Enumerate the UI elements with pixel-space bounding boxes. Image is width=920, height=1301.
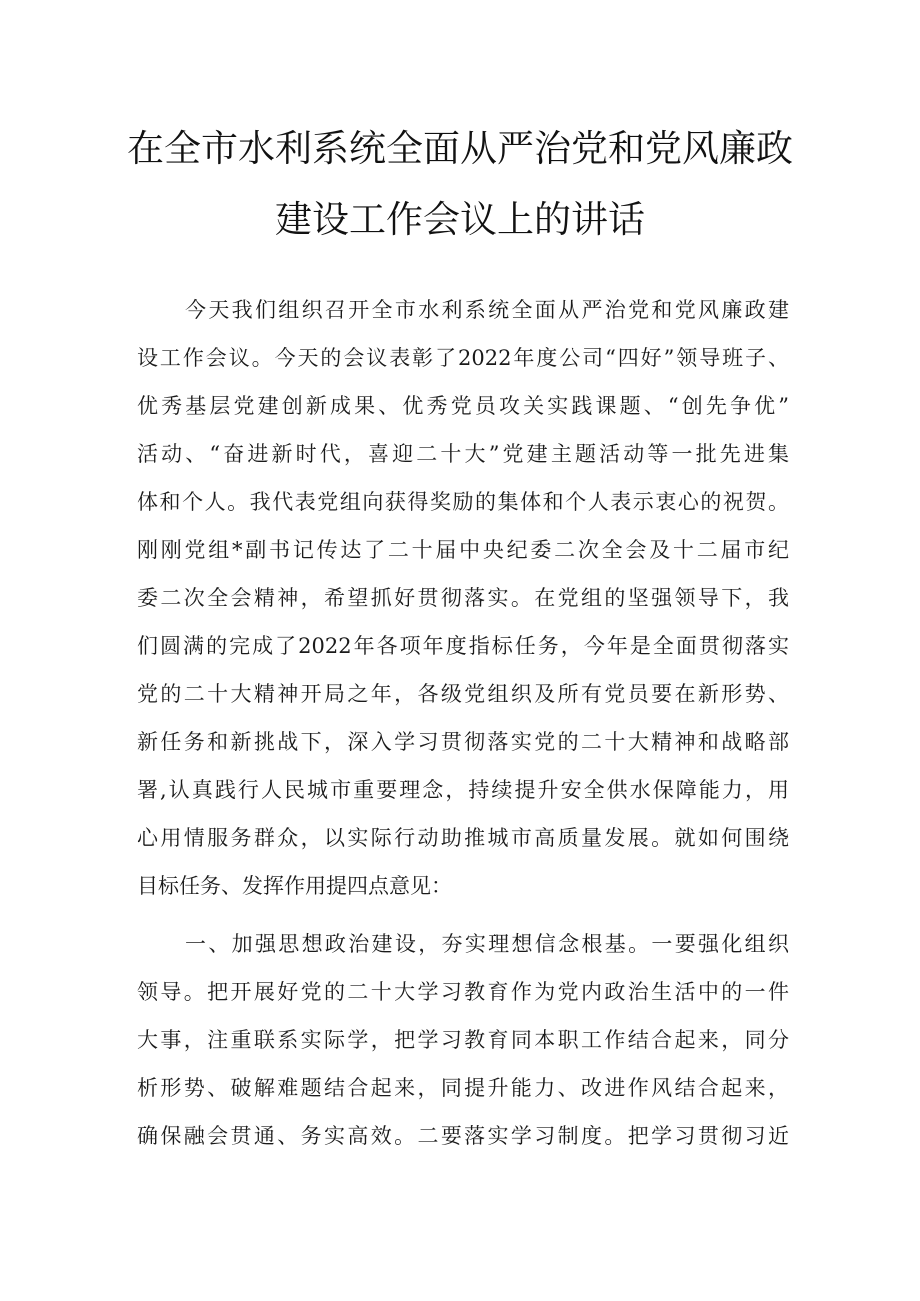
paragraph-line: 确保融会贯通、务实高效。二要落实学习制度。把学习贯彻习近 [137,1124,789,1148]
paragraph-line: 活动、“奋进新时代，喜迎二十大”党建主题活动等一批先进集 [137,442,789,466]
paragraph-line: 大事，注重联系实际学，把学习教育同本职工作结合起来，同分 [137,1028,789,1052]
paragraph-line: 刚刚党组*副书记传达了二十届中央纪委二次全会及十二届市纪 [137,538,789,562]
document-title-line-1: 在全市水利系统全面从严治党和党风廉政 [127,127,793,170]
paragraph-line: 领导。把开展好党的二十大学习教育作为党内政治生活中的一件 [137,980,789,1004]
paragraph-line: 今天我们组织召开全市水利系统全面从严治党和党风廉政建 [185,298,789,322]
paragraph-line: 优秀基层党建创新成果、优秀党员攻关实践课题、“创先争优” [137,394,789,418]
paragraph-line: 析形势、破解难题结合起来，同提升能力、改进作风结合起来， [137,1076,789,1100]
paragraph-line: 党的二十大精神开局之年，各级党组织及所有党员要在新形势、 [137,682,789,706]
paragraph-line: 设工作会议。今天的会议表彰了2022年度公司“四好”领导班子、 [137,346,789,370]
paragraph-line: 心用情服务群众，以实际行动助推城市高质量发展。就如何围绕 [137,826,789,850]
paragraph-line: 委二次全会精神，希望抓好贯彻落实。在党组的坚强领导下，我 [137,586,789,610]
paragraph-line: 们圆满的完成了2022年各项年度指标任务，今年是全面贯彻落实 [137,634,789,658]
paragraph-line: 署,认真践行人民城市重要理念，持续提升安全供水保障能力，用 [137,778,789,802]
paragraph-line: 目标任务、发挥作用提四点意见： [137,874,452,898]
paragraph-line: 新任务和新挑战下，深入学习贯彻落实党的二十大精神和战略部 [137,730,789,754]
paragraph-line: 一、加强思想政治建设，夯实理想信念根基。一要强化组织 [185,932,789,956]
document-title-line-2: 建设工作会议上的讲话 [275,198,645,241]
paragraph-line: 体和个人。我代表党组向获得奖励的集体和个人表示衷心的祝贺。 [137,490,789,514]
